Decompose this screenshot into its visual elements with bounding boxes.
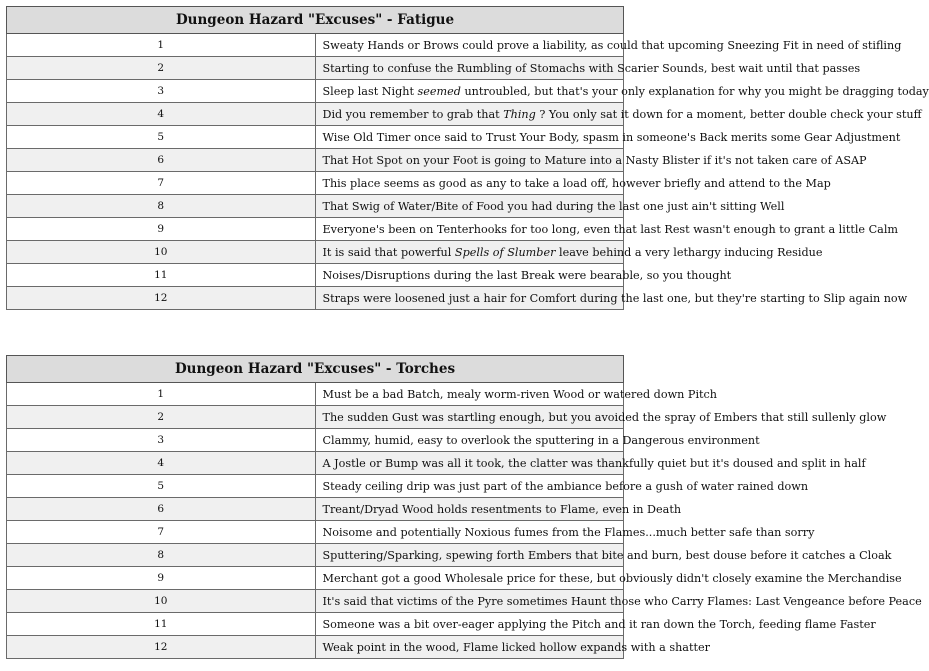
row-text: Sweaty Hands or Brows could prove a liability, as could that upcoming Sneezing Fit in need of stifling — [315, 34, 624, 57]
row-number: 5 — [7, 475, 316, 498]
table-row — [7, 195, 624, 218]
table-row — [7, 264, 624, 287]
row-text: That Hot Spot on your Foot is going to Mature into a Nasty Blister if it's not taken care of ASAP — [315, 149, 624, 172]
row-number: 9 — [7, 567, 316, 590]
row-text: Noises/Disruptions during the last Break were bearable, so you thought — [315, 264, 624, 287]
row-number: 1 — [7, 383, 316, 406]
torches-table — [6, 355, 922, 659]
row-text: Treant/Dryad Wood holds resentments to Flame, even in Death — [315, 498, 624, 521]
row-text-part: Did you remember to grab that — [322, 107, 504, 121]
row-text — [315, 80, 929, 103]
table-row — [7, 475, 624, 498]
row-text-emphasis: seemed — [417, 84, 461, 98]
torches-table-body — [7, 383, 922, 659]
row-text: Straps were loosened just a hair for Comfort during the last one, but they're starting to Slip again now — [315, 287, 624, 310]
row-text-part: Sleep last Night — [322, 84, 418, 98]
row-number: 12 — [7, 636, 316, 659]
row-text: Clammy, humid, easy to overlook the sputtering in a Dangerous environment — [315, 429, 624, 452]
row-text: Everyone's been on Tenterhooks for too long, even that last Rest wasn't enough to grant a little Calm — [315, 218, 624, 241]
table-row — [7, 544, 624, 567]
row-text-part: leave behind a very lethargy inducing Residue — [555, 245, 823, 259]
table-row — [7, 103, 624, 126]
row-text: It's said that victims of the Pyre sometimes Haunt those who Carry Flames: Last Vengeance before Peace — [315, 590, 624, 613]
row-number: 8 — [7, 195, 316, 218]
row-number: 4 — [7, 452, 316, 475]
row-text: Someone was a bit over-eager applying the Pitch and it ran down the Torch, feeding flame Faster — [315, 613, 624, 636]
table-row — [7, 406, 624, 429]
fatigue-table-title: Dungeon Hazard "Excuses" - Fatigue — [7, 7, 624, 34]
table-row — [7, 126, 624, 149]
row-text-emphasis: Thing — [503, 107, 536, 121]
row-text: A Jostle or Bump was all it took, the clatter was thankfully quiet but it's doused and split in half — [315, 452, 624, 475]
table-row — [7, 521, 624, 544]
row-number: 6 — [7, 149, 316, 172]
table-row — [7, 452, 624, 475]
table-row — [7, 57, 624, 80]
table-row — [7, 590, 624, 613]
row-text-part: untroubled, but that's your only explanation for why you might be dragging today — [460, 84, 929, 98]
row-number: 1 — [7, 34, 316, 57]
row-text: Must be a bad Batch, mealy worm-riven Wood or watered down Pitch — [315, 383, 624, 406]
row-text: Merchant got a good Wholesale price for these, but obviously didn't closely examine the Merchandise — [315, 567, 624, 590]
table-row — [7, 172, 624, 195]
row-text: Steady ceiling drip was just part of the ambiance before a gush of water rained down — [315, 475, 624, 498]
row-text-emphasis: Spells of Slumber — [454, 245, 556, 259]
row-number: 10 — [7, 590, 316, 613]
table-row — [7, 241, 624, 264]
row-text: Wise Old Timer once said to Trust Your Body, spasm in someone's Back merits some Gear Adjustment — [315, 126, 624, 149]
row-text: Noisome and potentially Noxious fumes from the Flames...much better safe than sorry — [315, 521, 624, 544]
fatigue-table — [6, 6, 929, 310]
row-number: 11 — [7, 264, 316, 287]
table-row — [7, 287, 624, 310]
row-text: The sudden Gust was startling enough, but you avoided the spray of Embers that still sullenly glow — [315, 406, 624, 429]
table-row — [7, 218, 624, 241]
row-number: 4 — [7, 103, 316, 126]
table-row — [7, 498, 624, 521]
row-text-part: ? You only sat it down for a moment, better double check your stuff — [535, 107, 922, 121]
row-number: 5 — [7, 126, 316, 149]
table-row — [7, 34, 624, 57]
row-text — [315, 241, 823, 264]
row-text: That Swig of Water/Bite of Food you had during the last one just ain't sitting Well — [315, 195, 624, 218]
table-row — [7, 80, 624, 103]
row-text: This place seems as good as any to take a load off, however briefly and attend to the Map — [315, 172, 624, 195]
row-text: Starting to confuse the Rumbling of Stomachs with Scarier Sounds, best wait until that passes — [315, 57, 624, 80]
row-text: Sputtering/Sparking, spewing forth Embers that bite and burn, best douse before it catches a Cloak — [315, 544, 624, 567]
row-number: 6 — [7, 498, 316, 521]
torches-table-title: Dungeon Hazard "Excuses" - Torches — [7, 356, 624, 383]
table-row — [7, 567, 624, 590]
row-number: 7 — [7, 521, 316, 544]
row-number: 12 — [7, 287, 316, 310]
row-number: 2 — [7, 406, 316, 429]
row-number: 9 — [7, 218, 316, 241]
row-number: 3 — [7, 80, 316, 103]
table-row — [7, 429, 624, 452]
table-row — [7, 149, 624, 172]
row-number: 11 — [7, 613, 316, 636]
row-text-part: It is said that powerful — [322, 245, 455, 259]
table-row — [7, 613, 624, 636]
row-number: 7 — [7, 172, 316, 195]
row-number: 10 — [7, 241, 316, 264]
table-row — [7, 383, 624, 406]
row-text — [315, 103, 922, 126]
fatigue-table-body — [7, 34, 929, 310]
row-number: 8 — [7, 544, 316, 567]
row-number: 2 — [7, 57, 316, 80]
row-text: Weak point in the wood, Flame licked hollow expands with a shatter — [315, 636, 624, 659]
table-row — [7, 636, 624, 659]
row-number: 3 — [7, 429, 316, 452]
